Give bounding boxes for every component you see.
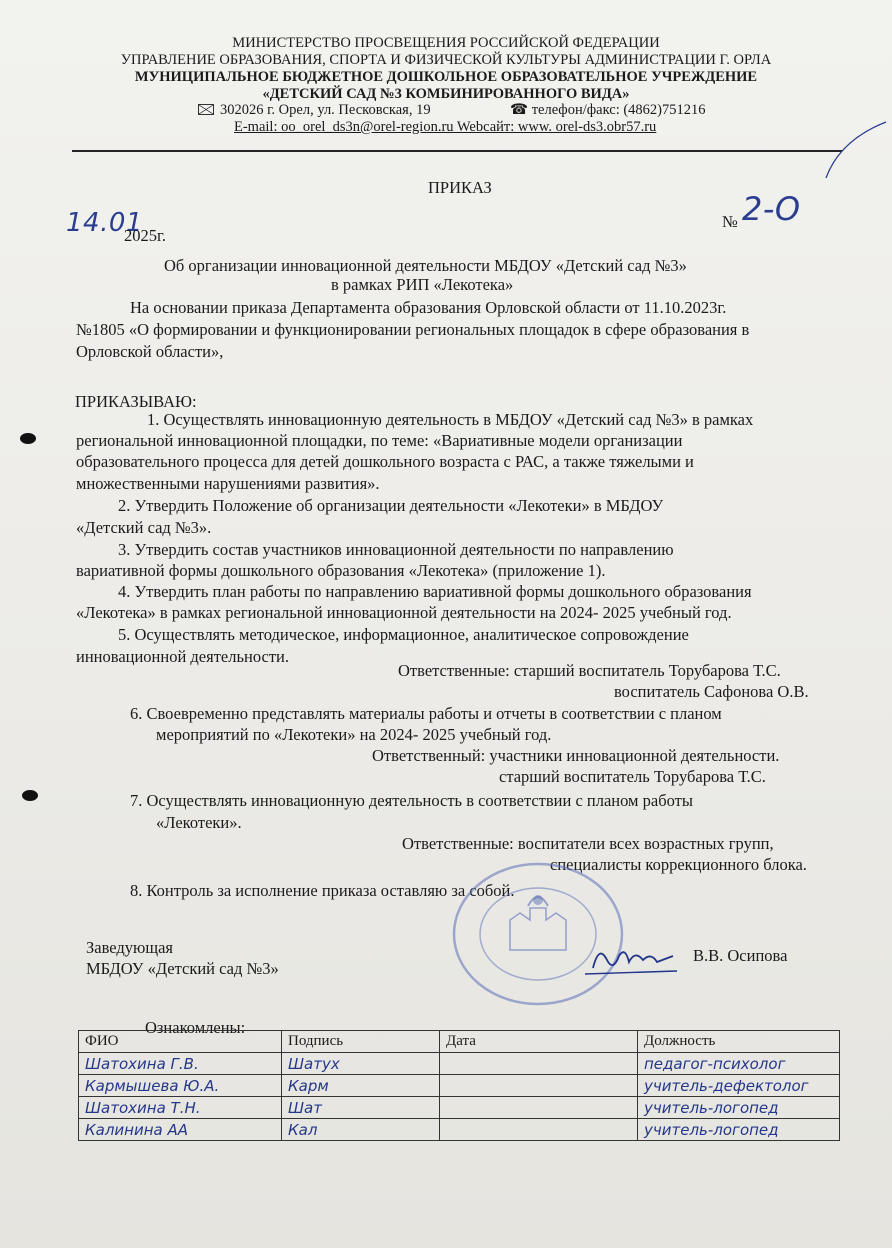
ack-label: Ознакомлены: [145,1018,246,1037]
email-website[interactable]: E-mail: oo_orel_ds3n@orel-region.ru Webсайт: www. orel-ds3.obr57.ru [234,119,657,135]
item-1-line4: множественными нарушениями развития». [76,474,380,493]
item-5-line1: 5. Осуществлять методическое, информационное, аналитическое сопровождение [118,625,689,644]
address-block [198,102,431,119]
item-1-line1: 1. Осуществлять инновационную деятельность в МБДОУ «Детский сад №3» в рамках [147,410,754,429]
department-line: УПРАВЛЕНИЕ ОБРАЗОВАНИЯ, СПОРТА И ФИЗИЧЕСКОЙ КУЛЬТУРЫ АДМИНИСТРАЦИИ Г. ОРЛА [120,52,772,68]
item-7-responsible-2: специалисты коррекционного блока. [550,855,807,874]
ack-table [78,1030,840,1141]
address-text: 302026 г. Орел, ул. Песковская, 19 [220,102,431,118]
date-cell [440,1075,638,1097]
document-type: ПРИКАЗ [428,178,492,197]
signature-cell: Карм [282,1075,440,1097]
fio-cell: Шатохина Т.Н. [79,1097,282,1119]
item-4-line1: 4. Утвердить план работы по направлению вариативной формы дошкольного образования [118,582,752,601]
signatory-name: В.В. Осипова [693,946,788,965]
item-5-responsible-2: воспитатель Сафонова О.В. [614,682,809,701]
order-title-line2: в рамках РИП «Лекотека» [331,275,514,294]
phone-text: телефон/факс: (4862)751216 [531,102,706,118]
position-cell: педагог-психолог [638,1053,840,1075]
date-cell [440,1119,638,1141]
telephone-icon: ☎ [510,102,529,118]
header-divider [72,150,842,152]
fio-cell: Калинина АА [79,1119,282,1141]
phone-block [510,102,706,119]
item-5-responsible: Ответственные: старший воспитатель Торубарова Т.С. [398,661,781,680]
table-row [79,1053,840,1075]
fio-cell: Шатохина Г.В. [79,1053,282,1075]
date-cell [440,1097,638,1119]
item-2-line2: «Детский сад №3». [76,518,212,537]
institution-line: МУНИЦИПАЛЬНОЕ БЮДЖЕТНОЕ ДОШКОЛЬНОЕ ОБРАЗОВАТЕЛЬНОЕ УЧРЕЖДЕНИЕ [134,69,758,85]
position-cell: учитель-дефектолог [638,1075,840,1097]
item-7-responsible: Ответственные: воспитатели всех возрастных групп, [402,834,774,853]
col-signature: Подпись [282,1031,440,1053]
position-cell: учитель-логопед [638,1119,840,1141]
ministry-line: МИНИСТЕРСТВО ПРОСВЕЩЕНИЯ РОССИЙСКОЙ ФЕДЕРАЦИИ [232,35,660,51]
item-2-line1: 2. Утвердить Положение об организации деятельности «Лекотеки» в МБДОУ [118,496,664,515]
ack-header-row [79,1031,840,1053]
handwritten-signature [585,938,680,978]
col-position: Должность [638,1031,840,1053]
basis-line1: На основании приказа Департамента образования Орловской области от 11.10.2023г. [130,298,727,317]
signatory-institution: МБДОУ «Детский сад №3» [86,959,279,978]
table-row [79,1119,840,1141]
institution-name: «ДЕТСКИЙ САД №3 КОМБИНИРОВАННОГО ВИДА» [262,86,630,102]
date-cell [440,1053,638,1075]
handwritten-date: 14.01 [66,208,143,238]
item-1-line3: образовательного процесса для детей дошкольного возраста с РАС, а также тяжелыми и [76,452,694,471]
item-7-line2: «Лекотеки». [156,813,242,832]
item-4-line2: «Лекотека» в рамках региональной инновационной деятельности на 2024- 2025 учебный год. [76,603,732,622]
item-6-responsible-2: старший воспитатель Торубарова Т.С. [499,767,766,786]
table-row [79,1075,840,1097]
col-fio: ФИО [79,1031,282,1053]
item-6-responsible: Ответственный: участники инновационной деятельности. [372,746,780,765]
table-row [79,1097,840,1119]
col-date: Дата [440,1031,638,1053]
fio-cell: Кармышева Ю.А. [79,1075,282,1097]
position-cell: учитель-логопед [638,1097,840,1119]
envelope-icon [198,104,214,115]
signatory-role: Заведующая [86,938,173,957]
punch-hole [22,790,38,801]
signature-cell: Шатух [282,1053,440,1075]
basis-line3: Орловской области», [76,342,224,361]
item-7-line1: 7. Осуществлять инновационную деятельность в соответствии с планом работы [130,791,693,810]
date-year: 2025г. [124,226,167,245]
item-3-line2: вариативной формы дошкольного образования «Лекотека» (приложение 1). [76,561,606,580]
item-8: 8. Контроль за исполнение приказа оставляю за собой. [130,881,515,900]
official-seal-stamp [450,858,630,1008]
pen-mark [820,120,892,180]
punch-hole [20,433,36,444]
order-word: ПРИКАЗЫВАЮ: [75,392,197,411]
item-3-line1: 3. Утвердить состав участников инновационной деятельности по направлению [118,540,674,559]
order-title-line1: Об организации инновационной деятельности МБДОУ «Детский сад №3» [164,256,687,275]
signature-cell: Кал [282,1119,440,1141]
signature-cell: Шат [282,1097,440,1119]
item-1-line2: региональной инновационной площадки, по теме: «Вариативные модели организации [76,431,683,450]
basis-line2: №1805 «О формировании и функционировании региональных площадок в сфере образования в [76,320,750,339]
item-6-line1: 6. Своевременно представлять материалы работы и отчеты в соответствии с планом [130,704,722,723]
item-6-line2: мероприятий по «Лекотеки» на 2024- 2025 учебный год. [156,725,552,744]
item-5-line2: инновационной деятельности. [76,647,289,666]
handwritten-number: 2-О [742,190,801,228]
number-sign: № [722,212,738,231]
